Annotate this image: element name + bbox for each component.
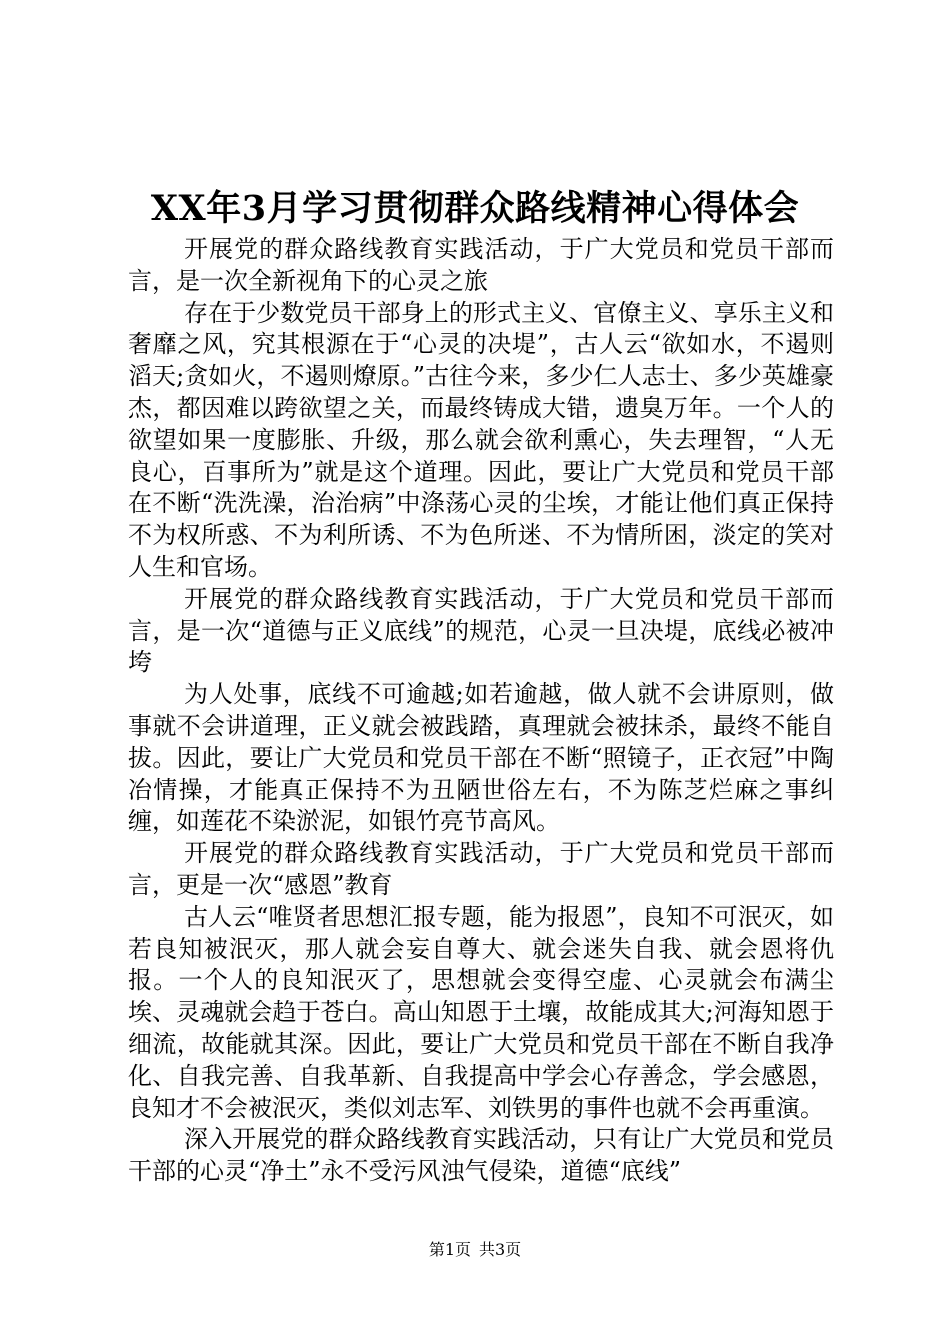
paragraph: 存在于少数党员干部身上的形式主义、官僚主义、享乐主义和奢靡之风，究其根源在于“心灵的决堤”，古人云“欲如水，不遏则滔天;贪如火，不遏则燎原。”古往今来，多少仁人志士、多少英雄豪杰，都因难以跨欲望之关，而最终铸成大错，遗臭万年。一个人的欲望如果一度膨胀、升级，那么就会欲利熏心，失去理智，“人无良心，百事所为”就是这个道理。因此，要让广大党员和党员干部在不断“洗洗澡，治治病”中涤荡心灵的尘埃，才能让他们真正保持不为权所惑、不为利所诱、不为色所迷、不为情所困，淡定的笑对人生和官场。 — [128, 298, 834, 581]
document-body — [128, 234, 834, 1188]
paragraph: 开展党的群众路线教育实践活动，于广大党员和党员干部而言，是一次“道德与正义底线”的规范，心灵一旦决堤，底线必被冲垮 — [128, 584, 834, 677]
paragraph: 深入开展党的群众路线教育实践活动，只有让广大党员和党员干部的心灵“净土”永不受污风浊气侵染，道德“底线” — [128, 1125, 834, 1186]
paragraph: 为人处事，底线不可逾越;如若逾越，做人就不会讲原则，做事就不会讲道理，正义就会被践踏，真理就会被抹杀，最终不能自拔。因此，要让广大党员和党员干部在不断“照镜子，正衣冠”中陶冶情操，才能真正保持不为丑陋世俗左右，不为陈芝烂麻之事纠缠，如莲花不染淤泥，如银竹亮节高风。 — [128, 680, 834, 836]
document-title: XX年3月学习贯彻群众路线精神心得体会 — [150, 188, 800, 229]
page-number: 第1页 — [428, 1240, 471, 1259]
page-total: 共3页 — [479, 1240, 522, 1259]
page-footer — [0, 1239, 950, 1261]
paragraph: 开展党的群众路线教育实践活动，于广大党员和党员干部而言，是一次全新视角下的心灵之旅 — [128, 235, 834, 295]
paragraph: 开展党的群众路线教育实践活动，于广大党员和党员干部而言，更是一次“感恩”教育 — [128, 839, 834, 899]
paragraph: 古人云“唯贤者思想汇报专题，能为报恩”，良知不可泯灭，如若良知被泯灭，那人就会妄自尊大、就会迷失自我、就会恩将仇报。一个人的良知泯灭了，思想就会变得空虚、心灵就会布满尘埃、灵魂就会趋于苍白。高山知恩于土壤，故能成其大;河海知恩于细流，故能就其深。因此，要让广大党员和党员干部在不断自我净化、自我完善、自我革新、自我提高中学会心存善念，学会感恩，良知才不会被泯灭，类似刘志军、刘铁男的事件也就不会再重演。 — [128, 902, 834, 1122]
